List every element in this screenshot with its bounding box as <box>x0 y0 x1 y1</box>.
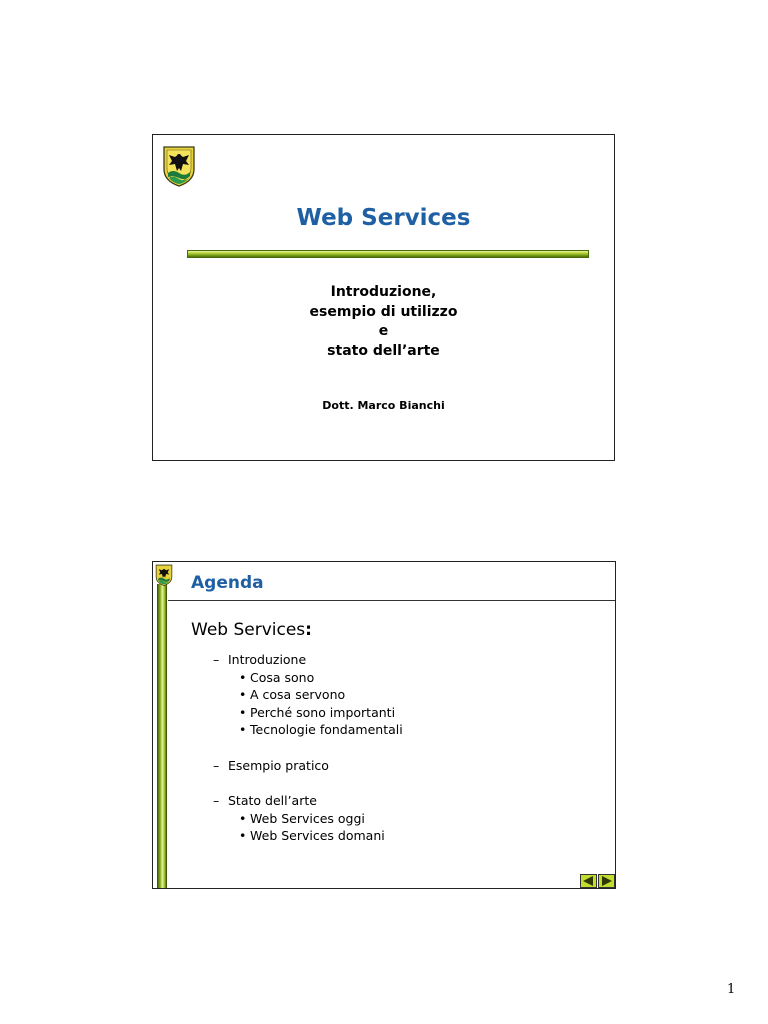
item-label: A cosa servono <box>250 687 346 702</box>
item-label: Tecnologie fondamentali <box>250 722 403 737</box>
bullet-marker: • <box>239 669 247 685</box>
prev-arrow-icon <box>583 876 594 886</box>
agenda-heading-text: Web Services <box>191 620 306 640</box>
item-label: Web Services oggi <box>250 810 365 826</box>
subtitle-line: stato dell’arte <box>327 342 440 359</box>
title-divider <box>187 250 589 258</box>
slide-title: Agenda <box>191 573 264 593</box>
page-number: 1 <box>727 982 736 997</box>
bullet-marker: • <box>239 810 247 826</box>
agenda-section <box>213 757 403 775</box>
item-label: Perché sono importanti <box>250 704 396 720</box>
agenda-section <box>213 651 403 669</box>
slide-subtitle <box>153 283 614 361</box>
agenda-item <box>239 669 403 687</box>
section-label: Stato dell’arte <box>228 793 317 808</box>
subtitle-line: e <box>378 323 389 339</box>
author-name: Dott. Marco Bianchi <box>322 399 445 412</box>
agenda-slide <box>152 561 616 889</box>
title-slide <box>152 134 615 461</box>
agenda-item <box>239 721 403 739</box>
subtitle-line: esempio di utilizzo <box>309 303 458 320</box>
subtitle-line: Introduzione, <box>330 284 437 300</box>
slide-navigation <box>580 874 615 888</box>
bullet-marker: • <box>239 687 247 702</box>
bullet-marker: • <box>239 828 247 843</box>
university-crest-icon <box>162 145 196 187</box>
agenda-item <box>239 704 403 722</box>
prev-slide-button[interactable] <box>580 874 597 888</box>
agenda-item <box>239 810 403 828</box>
spacer <box>191 774 403 792</box>
agenda-content <box>191 620 403 845</box>
bullet-marker: • <box>239 704 247 720</box>
agenda-heading <box>191 620 403 640</box>
section-label: Introduzione <box>228 652 307 667</box>
dash-marker: – <box>213 652 220 667</box>
dash-marker: – <box>213 757 220 773</box>
item-label: Web Services domani <box>250 828 385 843</box>
item-label: Cosa sono <box>250 669 315 685</box>
university-crest-icon <box>155 564 173 586</box>
next-slide-button[interactable] <box>598 874 615 888</box>
agenda-item <box>239 686 403 704</box>
header-divider <box>168 600 615 601</box>
section-label: Esempio pratico <box>228 757 329 773</box>
spacer <box>191 739 403 757</box>
dash-marker: – <box>213 793 220 808</box>
next-arrow-icon <box>601 876 612 886</box>
agenda-item <box>239 827 403 845</box>
agenda-section <box>213 792 403 810</box>
bullet-marker: • <box>239 722 247 737</box>
side-decoration-bar <box>157 584 167 888</box>
agenda-heading-colon: : <box>305 620 312 640</box>
slide-title: Web Services <box>296 205 471 231</box>
